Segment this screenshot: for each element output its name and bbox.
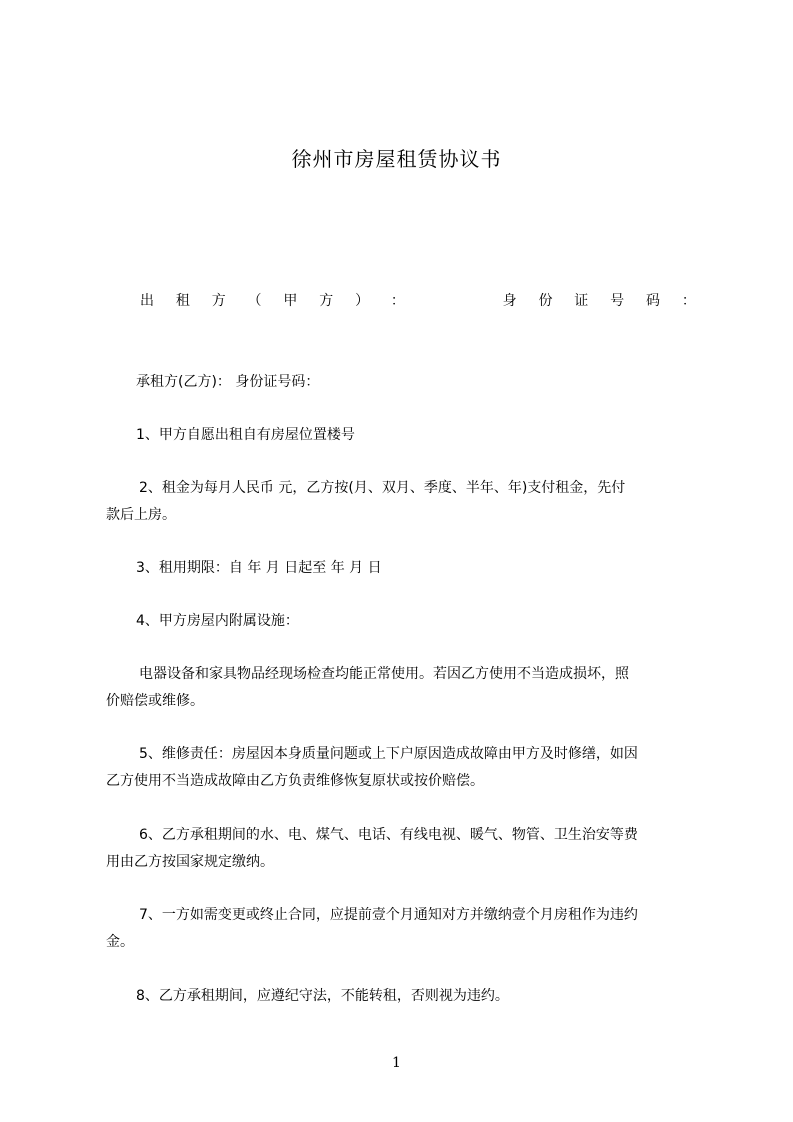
id-char: 份 (538, 293, 553, 309)
clause-5-line-1: 5、维修责任：房屋因本身质量问题或上下户原因造成故障由甲方及时修缮，如因 (139, 746, 638, 762)
clause-4-detail-line-1: 电器设备和家具物品经现场检查均能正常使用。若因乙方使用不当造成损坏，照 (139, 666, 629, 682)
clause-6-line-2: 用由乙方按国家规定缴纳。 (106, 854, 274, 870)
clause-6-line-1: 6、乙方承租期间的水、电、煤气、电话、有线电视、暖气、物管、卫生治安等费 (139, 827, 638, 843)
clause-2-line-2: 款后上房。 (106, 507, 176, 523)
lessor-char: 出 (140, 293, 154, 309)
clause-5-line-2: 乙方使用不当造成故障由乙方负责维修恢复原状或按价赔偿。 (106, 773, 484, 789)
lessor-char: 方 (319, 293, 334, 309)
clause-4: 4、甲方房屋内附属设施： (136, 613, 299, 629)
clause-8: 8、乙方承租期间，应遵纪守法，不能转租，否则视为违约。 (136, 988, 509, 1004)
clause-7-line-1: 7、一方如需变更或终止合同，应提前壹个月通知对方并缴纳壹个月房租作为违约 (139, 907, 638, 923)
page-number: 1 (392, 1055, 401, 1071)
lessor-char: ： (390, 293, 405, 309)
lessor-char: 租 (175, 293, 190, 309)
lessor-char: 甲 (283, 293, 298, 309)
lessor-line (140, 288, 696, 314)
id-char: 证 (574, 293, 589, 309)
lessor-char: 方 (211, 293, 226, 309)
clause-2-line-1: 2、租金为每月人民币 元，乙方按(月、双月、季度、半年、年)支付租金，先付 (139, 480, 626, 496)
clause-3: 3、租用期限：自 年 月 日起至 年 月 日 (136, 560, 382, 576)
lessee-line: 承租方(乙方)： 身份证号码： (136, 374, 320, 390)
blank-gap (427, 288, 481, 314)
clause-1: 1、甲方自愿出租自有房屋位置楼号 (136, 427, 355, 443)
lessor-char: （ (247, 293, 262, 309)
document-title: 徐州市房屋租赁协议书 (291, 147, 502, 171)
clause-7-line-2: 金。 (106, 934, 134, 950)
clause-4-detail-line-2: 价赔偿或维修。 (106, 693, 204, 709)
id-char: 码 (645, 293, 660, 309)
id-char: 号 (610, 293, 625, 309)
id-char: ： (681, 293, 696, 309)
lessor-char: ） (355, 293, 370, 309)
id-char: 身 (502, 293, 517, 309)
